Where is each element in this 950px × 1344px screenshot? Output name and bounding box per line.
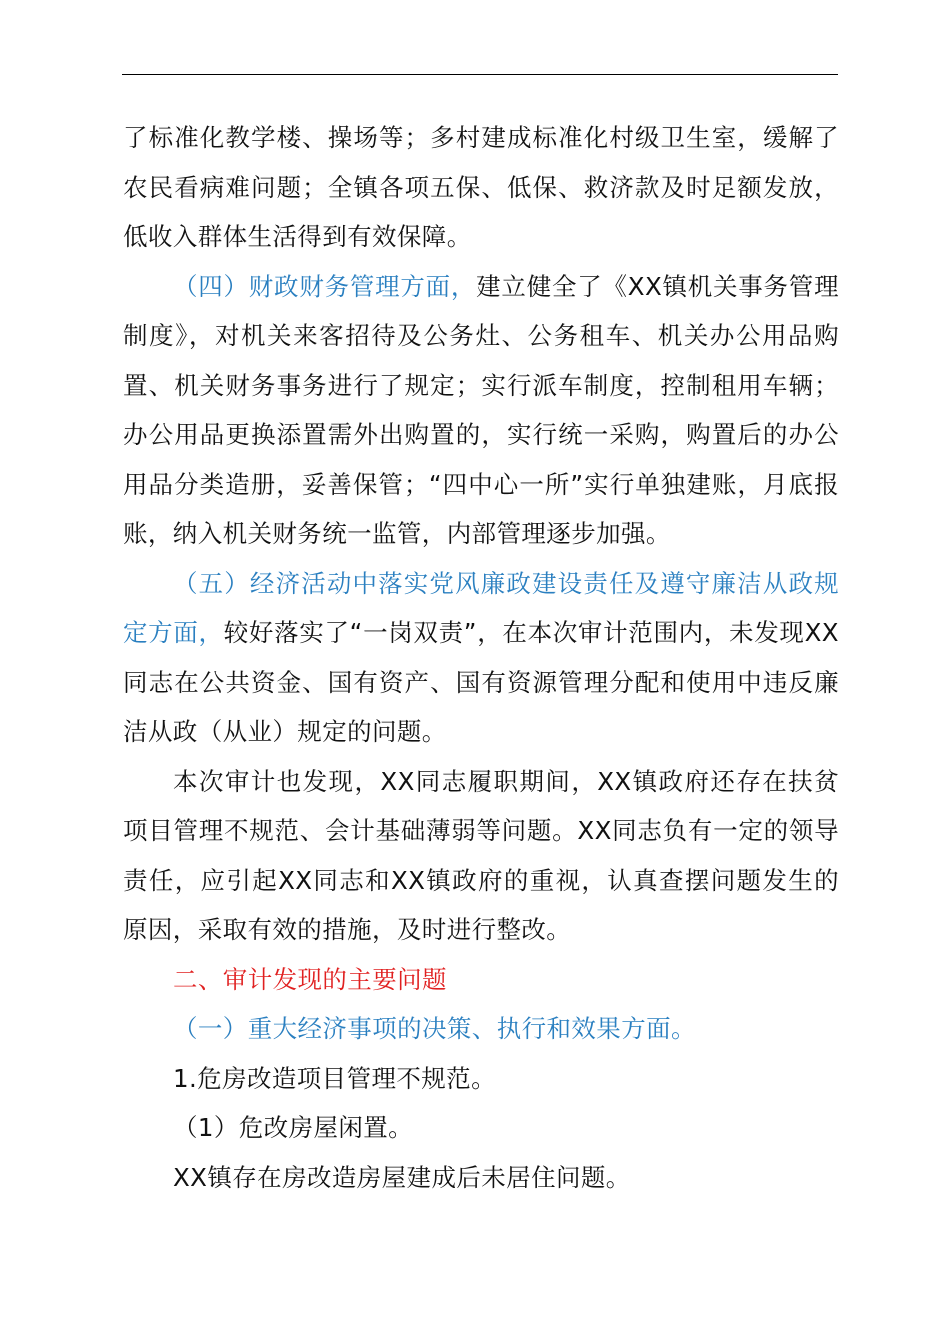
list-item-1 <box>123 1054 839 1104</box>
heading-text: 二、审计发现的主要问题 <box>173 964 447 994</box>
sub-item-1 <box>123 1103 839 1153</box>
section-heading-one <box>123 1004 839 1054</box>
paragraph-text: XX镇存在房改造房屋建成后未居住问题。 <box>173 1162 631 1192</box>
paragraph-text: 建立健全了《XX镇机关事务管理制度》，对机关来客招待及公务灶、公务租车、机关办公用品购置、机关财务事务进行了规定；实行派车制度，控制租用车辆；办公用品更换添置需外出购置的，实行统一采购，购置后的办公用品分类造册，妥善保管；“四中心一所”实行单独建账，月底报账，纳入机关财务统一监管，内部管理逐步加强。 <box>123 271 839 548</box>
paragraph-text: 本次审计也发现，XX同志履职期间，XX镇政府还存在扶贫项目管理不规范、会计基础薄弱等问题。XX同志负有一定的领导责任，应引起XX同志和XX镇政府的重视，认真查摆问题发生的原因，采取有效的措施，及时进行整改。 <box>123 766 839 944</box>
section-heading-four: （四）财政财务管理方面， <box>173 271 477 301</box>
paragraph-housing-idle <box>123 1153 839 1203</box>
heading-text: （一）重大经济事项的决策、执行和效果方面。 <box>173 1014 696 1043</box>
paragraph-audit-findings <box>123 757 839 955</box>
header-rule <box>122 74 838 75</box>
section-heading-five: （五）经济活动中落实党风廉政建设责任及遵守廉洁从政规定方面， <box>123 568 839 647</box>
paragraph-text: 了标准化教学楼、操场等；多村建成标准化村级卫生室，缓解了农民看病难问题；全镇各项五保、低保、救济款及时足额发放，低收入群体生活得到有效保障。 <box>123 123 839 251</box>
chapter-heading-main-issues <box>123 955 839 1005</box>
paragraph-text: （1）危改房屋闲置。 <box>173 1113 414 1142</box>
paragraph-text: 1.危房改造项目管理不规范。 <box>173 1063 496 1093</box>
document-body <box>123 113 839 1202</box>
paragraph-continuation <box>123 113 839 262</box>
paragraph-integrity <box>123 559 839 757</box>
paragraph-text: 较好落实了“一岗双责”，在本次审计范围内，未发现XX同志在公共资金、国有资产、国有资源管理分配和使用中违反廉洁从政（从业）规定的问题。 <box>123 618 839 746</box>
paragraph-finance-management <box>123 262 839 559</box>
